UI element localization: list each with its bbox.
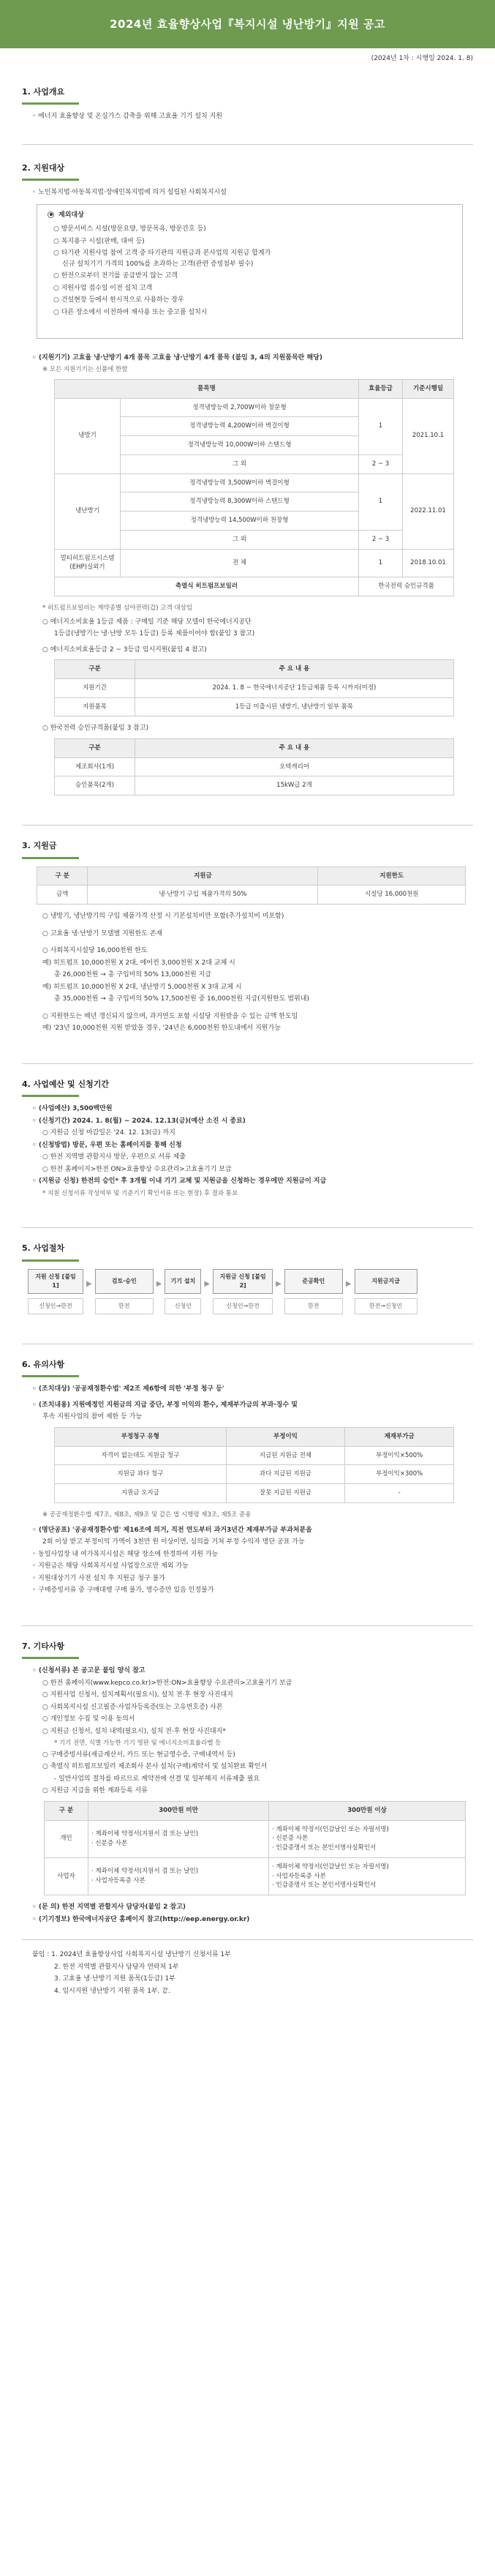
table-header: 구 분 <box>45 1801 88 1820</box>
table-cell: 1 <box>359 398 403 454</box>
section-subsidy <box>0 840 495 1034</box>
table-cell: · 계좌이체 약정서(지원서 겸 또는 날인) <box>91 1830 199 1838</box>
other-line: * 기기 전면, 식별 가능한 기기 명판 및 에너지소비효율라벨 등 <box>54 1740 222 1747</box>
appendix-list <box>0 1950 495 1996</box>
caution-line: ◦ 지원금은 해당 사회복지시설 사업장으로만 제외 가능 <box>32 1562 189 1570</box>
table-cell: 오텍캐리어 <box>135 757 454 776</box>
target-devices: ◦ (지원기기) 고효율 냉·난방기 4개 품목 고효율 냉·난방기 4개 품목 (붙임 3, 4의 지원품목란 해당) <box>32 353 322 362</box>
target-note: ※ 모든 지원기기는 신품에 한함 <box>42 366 128 373</box>
inquiry-line: ◦ (문 의) 한전 지역별 관할지사 담당자(붙임 2 참고) <box>32 1903 186 1911</box>
flow-step: 기기 설치 신청인 <box>165 1269 201 1314</box>
hp-note: 1등급(냉방기는 냉·난방 모두 1등급) 등록 제품이어야 함(붙임 3 참고) <box>54 630 255 637</box>
other-line: - 일반사업의 절차를 따르므로 계약전에 선결 및 일부해지 서류제출 필요 <box>54 1775 260 1783</box>
table-cell: 제조회사(1개) <box>55 757 135 776</box>
table-cell: · 사업자등록증 사본 <box>272 1872 326 1880</box>
caution-line: ◦ (조치내용) 지원예정인 지원금의 지급 중단, 부정 이익의 환수, 제재부가금의 부과·징수 및 <box>32 1401 298 1409</box>
budget-line: ○ 한전 홈페이지>한전 ON>효율향상 수요관리>고효율기기 보급 <box>42 1165 232 1173</box>
arrow-icon: ▶ <box>156 1280 162 1289</box>
table-cell: 1 <box>359 473 403 530</box>
overview-text: ◦ 에너지 효율향상 및 온실가스 감축을 위해 고효율 기기 설치 지원 <box>32 113 222 120</box>
section-title: 5. 사업절차 <box>22 1243 65 1254</box>
section-title: 7. 기타사항 <box>22 1641 65 1651</box>
budget-line: ◦ (지원금 신청) 한전의 승인* 후 3개월 이내 기기 교체 및 지원금을 신청하는 경우에만 지원금이 지급 <box>32 1177 327 1185</box>
exclusion-item: ○ 지원사업 접수일 이전 설치 고객 <box>53 284 153 292</box>
table-header: 부정이익 <box>226 1427 345 1446</box>
table-cell: 시설당 16,000천원 <box>318 886 466 905</box>
section-cautions <box>0 1359 495 1596</box>
table-cell: 2022.11.01 <box>403 473 454 549</box>
table-cell: - <box>345 1484 454 1503</box>
device-info-line: ◦ (기기정보) 한국에너지공단 홈페이지 참고(http://eep.energy.or.kr) <box>32 1915 250 1923</box>
table-cell: 정격냉방능력 2,700W이하 창문형 <box>121 398 359 417</box>
caution-line: ◦ (조치대상) '공공재정환수법' 제2조 제6항에 의한 '부정 청구 등' <box>32 1385 224 1393</box>
appendix-item: 붙임 : 1. 2024년 효율향상사업 사회복지시설 냉난방기 신청서류 1부 <box>32 1951 231 1958</box>
table-header: 300만원 미만 <box>88 1801 269 1820</box>
target-intro: ◦ 노인복지법·아동복지법·장애인복지법에 의거 설립된 사회복지시설 <box>32 189 227 196</box>
table-cell: · 신분증 사본 <box>91 1839 128 1847</box>
other-line: ○ 지원사업 신청서, 설치계획서(필요시), 설치 전·후 현장 사진대지 <box>42 1691 233 1699</box>
subsidy-line: ○ 고효율 냉·난방기 모델별 지원한도 존재 <box>42 929 163 937</box>
table-cell: 정격냉방능력 10,000W이하 스탠드형 <box>121 436 359 455</box>
other-line: ○ 한전 홈페이지(www.kepco.co.kr)>한전:ON>효율향상 수요관리>고효율기기 보급 <box>42 1679 292 1687</box>
hp-note: ○ 에너지소비효율 1등급 제품 : 구매일 기준 해당 모델이 한국에너지공단 <box>42 618 252 626</box>
other-line: ◦ (신청서류) 본 공고문 붙임 양식 참고 <box>32 1667 146 1674</box>
table-cell: 1 <box>359 549 403 577</box>
table-header: 품목명 <box>55 379 359 398</box>
table-header: 구분 <box>55 660 135 679</box>
table-cell: 전 체 <box>121 549 359 577</box>
table-cell: 그 외 <box>121 530 359 549</box>
table-header: 지원한도 <box>318 866 466 886</box>
table-cell: 멀티히트펌프시스템 (EHP)실외기 <box>55 549 121 577</box>
table-cell: 잘못 지급된 지원금 <box>226 1484 345 1503</box>
subsidy-line: 총 35,000천원 → 총 구입비의 50% 17,500천원 중 16,000천원 지급(지원한도 범위내) <box>54 995 309 1003</box>
table-header: 300만원 이상 <box>269 1801 466 1820</box>
hp-note: * 히트펌프보일러는 계약종별 심야전력(갑) 고객 대상임 <box>42 604 193 612</box>
arrow-icon: ▶ <box>276 1280 281 1289</box>
budget-line: ○ 한전 지역별 관할지사 방문, 우편으로 서류 제출 <box>42 1153 186 1161</box>
table-header: 부정청구 유형 <box>55 1427 227 1446</box>
table-cell: 2018.10.01 <box>403 549 454 577</box>
subsidy-line: 예) 히트펌프 10,000천원 X 2대, 에어컨 3,000천원 X 2대 교체 시 <box>42 959 235 967</box>
subsidy-line: ○ 냉방기, 냉난방기의 구입 제품가격 산정 시 기본설치비만 포함(추가설치비 미포함) <box>42 913 284 920</box>
subsidy-line: 예) 히트펌프 10,000천원 X 2대, 냉난방기 5,000천원 X 3대 교체 시 <box>42 983 242 991</box>
table-cell: 금액 <box>37 886 88 905</box>
table-cell: 자격이 없는데도 지원금 청구 <box>55 1446 227 1465</box>
arrow-icon: ▶ <box>204 1280 211 1289</box>
arrow-icon: ▶ <box>86 1280 92 1289</box>
subsidy-line: ○ 사회복지시설당 16,000천원 한도 <box>42 947 148 954</box>
table-cell: 15kW급 2개 <box>135 776 454 795</box>
section-budget <box>0 1079 495 1199</box>
other-line: ○ 사회복지시설 신고필증·사업자등록증(또는 고유번호증) 사본 <box>42 1703 223 1711</box>
table-cell: 냉방기 <box>55 398 121 473</box>
table-cell: 2021.10.1 <box>403 398 454 473</box>
section-target <box>0 162 495 796</box>
table-cell: 개인 <box>45 1820 88 1857</box>
subsidy-line: ○ 지원한도는 매년 갱신되지 않으며, 과거연도 포함 시설당 지원받을 수 있는 금액 한도임 <box>42 1012 298 1020</box>
table-cell: · 계좌이체 약정서(인감날인 또는 자필서명) <box>272 1862 389 1871</box>
subsidy-line: 총 26,000천원 → 총 구입비의 50% 13,000천원 지급 <box>54 971 211 978</box>
exclusion-item: ○ 타기관 지원사업 참여 고객 중 타기관의 지원금과 본사업의 지원금 합계가 <box>53 250 271 257</box>
table-cell: 지원품목 <box>55 697 135 716</box>
budget-line: ◦ (사업예산) 3,500백만원 <box>32 1105 113 1112</box>
table-cell: 1등급 미출시된 냉방기, 냉난방기 일부 품목 <box>135 697 454 716</box>
table-cell: 지원기간 <box>55 678 135 697</box>
device-table <box>54 379 454 596</box>
table-cell: 냉·난방기 구입 제품가격의 50% <box>88 886 318 905</box>
flow-step: 지원금지급 한전→신청인 <box>355 1269 417 1314</box>
page-title: 2024년 효율향상사업『복지시설 냉난방기』지원 공고 <box>0 0 495 48</box>
radio-icon <box>48 211 54 218</box>
table-cell: 승인품목(2개) <box>55 776 135 795</box>
section-procedure <box>0 1243 495 1314</box>
penalty-note: ※ 공공재정환수법 제7조, 제8조, 제9조 및 같은 법 시행령 제3조, 제5조 준용 <box>42 1510 252 1519</box>
exclusion-title: 제외대상 <box>58 211 84 219</box>
exclusion-item: ○ 복지용구 시설(판매, 대여 등) <box>53 237 145 245</box>
other-line: ○ 구매증빙서류(세금계산서, 카드 또는 현금영수증, 구매내역서 등) <box>42 1751 235 1759</box>
table-cell: 2024. 1. 8 ~ 한국에너지공단 1등급제품 등록 시까지(미정) <box>135 678 454 697</box>
table-header: 주 요 내 용 <box>135 660 454 679</box>
account-docs-table <box>44 1801 466 1895</box>
table-cell: 정격냉방능력 8,300W이하 스탠드형 <box>121 493 359 512</box>
table-cell: 지원금 오지급 <box>55 1484 227 1503</box>
hp-note: ○ 에너지소비효율등급 2 ~ 3등급 임시지원(붙임 4 참고) <box>42 645 207 654</box>
budget-line: * 지원 신청서류 작성여부 및 기준기기 확인서류 또는 현장) 후 결과 통보 <box>42 1189 238 1197</box>
caution-line: ◦ (명단공표) '공공재정환수법' 제16조에 의거, 직전 연도부터 과거3년간 제재부가금 부과처분을 <box>32 1526 312 1534</box>
other-line: ○ 지원금 신청서, 설치 내역(필요시), 설치 전·후 현장 사진대지* <box>42 1727 226 1735</box>
approved-table <box>54 738 454 795</box>
flow-step: 지원금 신청 [붙임 2] 신청인→한전 <box>213 1269 273 1314</box>
table-cell: 사업자 <box>45 1857 88 1895</box>
table-header: 지원금 <box>88 866 318 886</box>
exclusion-item: ○ 방문서비스 시설(방문요양, 방문목욕, 방문간호 등) <box>53 225 206 233</box>
table-cell: 한국전력 승인규격품 <box>359 577 454 596</box>
table-cell: · 인감증명서 또는 본인서명사실확인서 <box>272 1844 377 1852</box>
table-cell: 부정이익×500% <box>345 1446 454 1465</box>
appendix-item: 4. 임시지원 냉난방기 지원 품목 1부. 끝. <box>54 1987 170 1995</box>
caution-line: ◦ 동일사업장 내 여가복지시설은 해당 장소에 한정하여 지원 가능 <box>32 1550 219 1558</box>
subsidy-table <box>37 866 466 905</box>
table-cell: · 계좌이체 약정서(지원서 겸 또는 날인) <box>91 1868 199 1876</box>
subsidy-line: 예) '23년 10,000천원 지원 받았을 경우, '24년은 6,000천원 한도내에서 지원가능 <box>42 1025 281 1032</box>
table-cell: 2 ~ 3 <box>359 530 403 549</box>
section-title: 3. 지원금 <box>22 841 57 850</box>
other-line: ○ 개인정보 수집 및 이용 동의서 <box>42 1715 135 1723</box>
table-cell: 그 외 <box>121 454 359 473</box>
table-cell: · 사업자등록증 사본 <box>91 1876 146 1884</box>
section-title: 1. 사업개요 <box>22 86 65 97</box>
table-cell: · 신분증 사본 <box>272 1835 309 1843</box>
section-overview <box>0 86 495 122</box>
table-cell: 2 ~ 3 <box>359 454 403 473</box>
table-header: 구 분 <box>37 866 88 886</box>
procedure-flow <box>28 1269 473 1314</box>
section-other <box>0 1641 495 1925</box>
table-cell: · 인감증명서 또는 본인서명사실확인서 <box>272 1882 377 1890</box>
table-header: 구분 <box>55 738 135 757</box>
table-header: 주 요 내 용 <box>135 738 454 757</box>
flow-step: 지원 신청 [붙임 1] 신청인→한전 <box>28 1269 83 1314</box>
kepco-approved-note: ○ 한국전력 승인규격품(붙임 3 참고) <box>42 724 149 733</box>
caution-line: 후속 지원사업의 참여 제한 등 가능 <box>42 1413 143 1421</box>
table-cell: 지원금 과다 청구 <box>55 1465 227 1484</box>
other-line: ○ 축열식 히트펌프보일러 제조회사 본사 설치(구매)계약서 및 설치완료 확인서 <box>42 1763 268 1771</box>
exclusion-item: ○ 다른 장소에서 이전하여 재사용 또는 중고품 설치시 <box>53 308 208 316</box>
appendix-item: 2. 한전 지역별 관할지사 담당자 연락처 1부 <box>54 1963 179 1971</box>
arrow-icon: ▶ <box>345 1280 352 1289</box>
exclusion-item: 신규 설치기기 가격의 100%를 초과하는 고객(관련 증빙첨부 필수) <box>62 260 254 268</box>
table-cell: 정격냉방능력 3,500W이하 벽걸이형 <box>121 473 359 493</box>
budget-line: ◦ (신청기간) 2024. 1. 8(월) ~ 2024. 12.13(금)(예산 소진 시 종료) <box>32 1117 246 1125</box>
table-cell: 정격냉방능력 14,500W이하 천장형 <box>121 512 359 531</box>
section-title: 4. 사업예산 및 신청기간 <box>22 1079 109 1089</box>
notice-date: (2024년 1차 : 시행일 2024. 1. 8) <box>371 55 473 62</box>
table-header: 기준시행일 <box>403 379 454 398</box>
temp-support-table <box>54 659 454 716</box>
penalty-table <box>54 1427 454 1503</box>
table-cell: 지급된 지원금 전체 <box>226 1446 345 1465</box>
flow-step: 준공확인 한전 <box>284 1269 343 1314</box>
table-cell: 냉난방기 <box>55 473 121 549</box>
table-header: 제재부가금 <box>345 1427 454 1446</box>
caution-line: ◦ 지원대상기기 사전 설치 후 지원금 청구 불가 <box>32 1574 165 1582</box>
table-cell: 과다 지급된 지원금 <box>226 1465 345 1484</box>
budget-line: ○ 지원금 신청 마감일은 '24. 12. 13(금) 까지 <box>42 1129 175 1137</box>
table-cell: 정격냉방능력 4,200W이하 벽걸이형 <box>121 417 359 436</box>
exclusion-item: ○ 건설현장 등에서 한시적으로 사용하는 장우 <box>53 296 184 304</box>
section-title: 2. 지원대상 <box>22 162 65 173</box>
flow-step: 검토·승인 한전 <box>95 1269 154 1314</box>
table-header: 효율등급 <box>359 379 403 398</box>
appendix-item: 3. 고효율 냉·난방기 지원 품목(1등급) 1부 <box>54 1975 175 1982</box>
exclusion-box <box>37 204 463 339</box>
caution-line: ◦ 구매증빙서류 중 구매대행 구매 불가, 영수증만 있음 인정불가 <box>32 1587 214 1594</box>
other-line: ○ 지원금 지급을 위한 계좌등록 서류 <box>42 1787 148 1795</box>
table-cell: 부정이익×300% <box>345 1465 454 1484</box>
section-title: 6. 유의사항 <box>22 1359 65 1369</box>
table-cell: · 계좌이체 약정서(인감날인 또는 자필서명) <box>272 1825 389 1833</box>
budget-line: ◦ (신청방법) 방문, 우편 또는 홈페이지를 통해 신청 <box>32 1141 182 1149</box>
caution-line: 2회 이상 받고 부정이익 가액이 3천만 원 이상이면, 심의를 거쳐 부정 수익자 명단 공표 가능 <box>42 1538 305 1546</box>
table-cell: 축열식 히트펌프보일러 <box>55 577 359 596</box>
exclusion-item: ○ 한전으로부터 전기를 공급받지 않는 고객 <box>53 272 178 280</box>
